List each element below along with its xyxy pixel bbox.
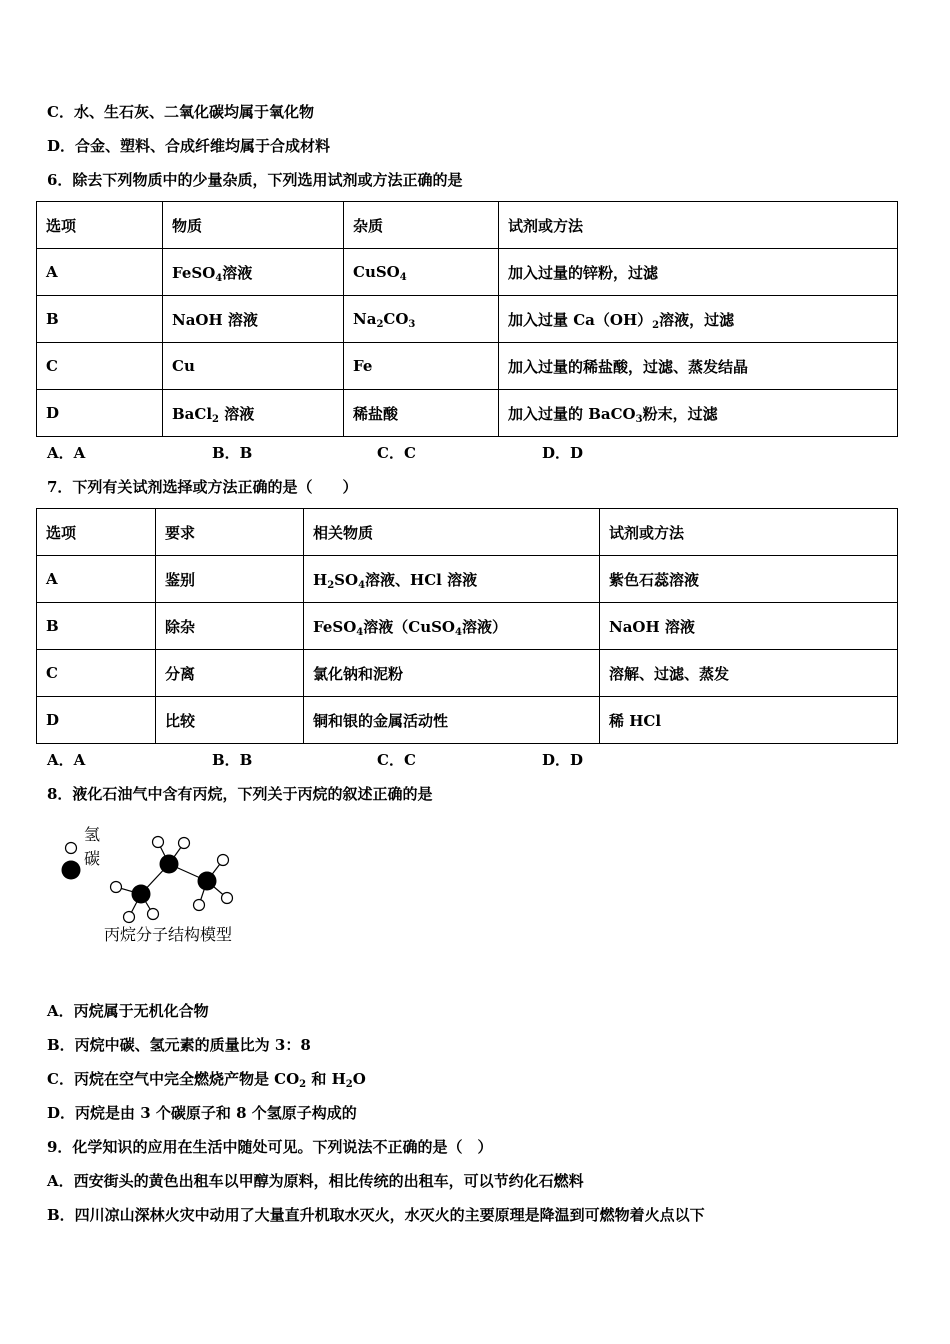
hydrogen-atom [194,900,205,911]
q7-option-a[interactable]: A．A [47,751,86,769]
hydrogen-atom [179,838,190,849]
option-cell: A [37,249,163,296]
prev-option-c: C．水、生石灰、二氧化碳均属于氧化物 [47,103,314,121]
substance-cell: Cu [163,343,344,390]
hydrogen-atom [124,912,135,923]
hydrogen-atom [148,909,159,920]
method-cell: 加入过量的 BaCO$_3$粉末，过滤 [499,390,898,437]
q6-option-c[interactable]: C．C [377,444,416,462]
hydrogen-atom [111,882,122,893]
option-cell: B [37,296,163,343]
method-cell: 稀 HCl [600,697,898,744]
hydrogen-atom [153,837,164,848]
q8-option-c[interactable]: C．丙烷在空气中完全燃烧产物是 $CO_2$ 和 $H_2O$ [47,1070,366,1090]
table-row [37,249,898,296]
requirement-cell: 鉴别 [156,556,304,603]
q8-option-b[interactable]: B．丙烷中碳、氢元素的质量比为 3：8 [47,1036,311,1054]
q7-option-d[interactable]: D．D [542,751,584,769]
table-row [37,556,898,603]
q9-option-a[interactable]: A．西安街头的黄色出租车以甲醇为原料，相比传统的出租车，可以节约化石燃料 [47,1172,584,1190]
q8-option-a[interactable]: A．丙烷属于无机化合物 [47,1002,209,1020]
hydrogen-atom [222,893,233,904]
impurity-cell: Fe [344,343,499,390]
prev-option-d: D．合金、塑料、合成纤维均属于合成材料 [47,137,331,155]
table-row [37,390,898,437]
method-cell: 紫色石蕊溶液 [600,556,898,603]
header-cell: 选项 [37,202,163,249]
impurity-cell: $Na_2CO_3$ [344,296,499,343]
method-cell: 加入过量的稀盐酸，过滤、蒸发结晶 [499,343,898,390]
q7-options [47,750,747,770]
option-cell: B [37,603,156,650]
hydrogen-atom [218,855,229,866]
legend-hydrogen-label: 氢 [84,825,101,844]
table-row [37,697,898,744]
q7-option-b[interactable]: B．B [212,751,253,769]
legend-carbon-label: 碳 [84,849,101,868]
q6-option-b[interactable]: B．B [212,444,253,462]
method-cell: 加入过量 $Ca(OH)_2$溶液，过滤 [499,296,898,343]
table-row [37,202,898,249]
method-cell: 加入过量的锌粉，过滤 [499,249,898,296]
substance-cell: FeSO$_4$溶液 [163,249,344,296]
table-row [37,343,898,390]
method-cell: NaOH 溶液 [600,603,898,650]
q6-title: 6．除去下列物质中的少量杂质，下列选用试剂或方法正确的是 [47,171,463,189]
option-cell: A [37,556,156,603]
legend-hydrogen-icon [66,843,77,854]
impurity-cell: CuSO$_4$ [344,249,499,296]
q7-title: 7．下列有关试剂选择或方法正确的是（ ） [47,478,358,496]
option-cell: D [37,390,163,437]
q6-options [47,443,747,463]
q6-table [36,201,898,437]
q7-option-c[interactable]: C．C [377,751,416,769]
q8-title: 8．液化石油气中含有丙烷，下列关于丙烷的叙述正确的是 [47,785,433,803]
table-row [37,509,898,556]
q9-title: 9．化学知识的应用在生活中随处可见。下列说法不正确的是（ ） [47,1138,493,1156]
header-cell: 试剂或方法 [499,202,898,249]
substance-cell: 氯化钠和泥粉 [304,650,600,697]
carbon-atom [160,855,179,874]
substance-cell: NaOH 溶液 [163,296,344,343]
header-cell: 试剂或方法 [600,509,898,556]
option-cell: C [37,343,163,390]
q6-option-a[interactable]: A．A [47,444,86,462]
option-cell: D [37,697,156,744]
q6-option-d[interactable]: D．D [542,444,584,462]
option-cell: C [37,650,156,697]
requirement-cell: 分离 [156,650,304,697]
method-cell: 溶解、过滤、蒸发 [600,650,898,697]
substance-cell: 铜和银的金属活动性 [304,697,600,744]
q9-option-b[interactable]: B．四川凉山深林火灾中动用了大量直升机取水灭火，水灭火的主要原理是降温到可燃物着火点以下 [47,1206,705,1224]
q8-option-d[interactable]: D．丙烷是由 3 个碳原子和 8 个氢原子构成的 [47,1104,357,1122]
substance-cell: BaCl$_2$ 溶液 [163,390,344,437]
substance-cell: FeSO$_4$溶液（CuSO$_4$溶液） [304,603,600,650]
table-row [37,603,898,650]
carbon-atom [132,885,151,904]
requirement-cell: 除杂 [156,603,304,650]
substance-cell: $H_2SO_4$溶液、HCl 溶液 [304,556,600,603]
legend-carbon-icon [62,861,81,880]
requirement-cell: 比较 [156,697,304,744]
header-cell: 要求 [156,509,304,556]
carbon-atom [198,872,217,891]
impurity-cell: 稀盐酸 [344,390,499,437]
header-cell: 选项 [37,509,156,556]
header-cell: 相关物质 [304,509,600,556]
header-cell: 杂质 [344,202,499,249]
table-row [37,650,898,697]
header-cell: 物质 [163,202,344,249]
q7-table [36,508,898,744]
table-row [37,296,898,343]
molecule-caption: 丙烷分子结构模型 [104,925,233,944]
